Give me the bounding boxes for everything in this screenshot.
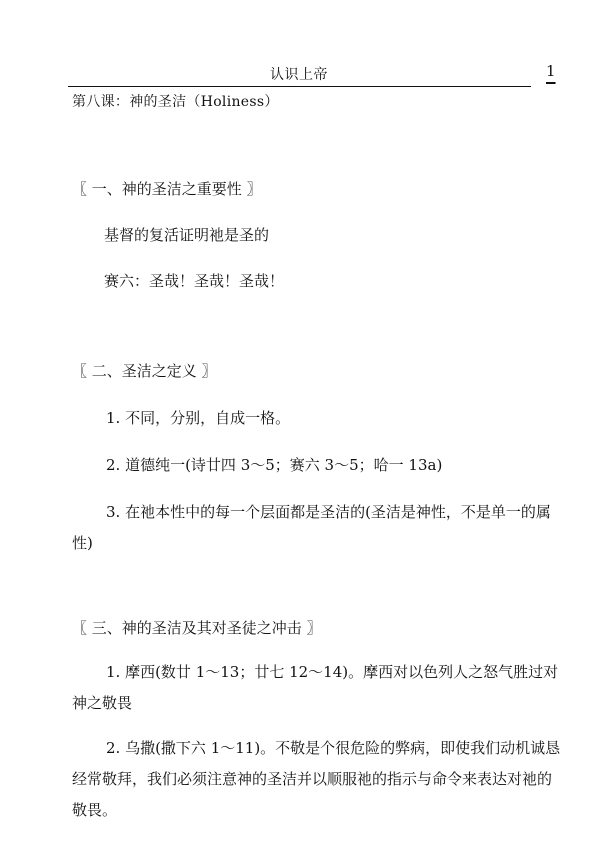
impact-item-moses: 1. 摩西(数廿 1～13；廿七 12～14)。摩西对以色列人之怒气胜过对神之敬畏	[72, 663, 559, 712]
paragraph-isaiah-six: 赛六：圣哉！圣哉！圣哉！	[104, 272, 285, 290]
paragraph-resurrection: 基督的复活证明祂是圣的	[104, 226, 270, 244]
definition-item-3: 3. 在祂本性中的每一个层面都是圣洁的(圣洁是神性，不是单一的属性)	[72, 503, 551, 552]
section-heading-definition: 〖 二、圣洁之定义 〗	[72, 362, 217, 380]
definition-item-1: 1. 不同，分别，自成一格。	[106, 409, 291, 427]
section-heading-impact: 〖 三、神的圣洁及其对圣徒之冲击 〗	[72, 619, 322, 637]
section-heading-importance: 〖 一、神的圣洁之重要性 〗	[72, 180, 262, 198]
impact-item-uzzah: 2. 乌撒(撒下六 1～11)。不敬是个很危险的弊病，即使我们动机诚恳经常敬拜，我们必须注意神的圣洁并以顺服祂的指示与命令来表达对祂的敬畏。	[72, 739, 561, 819]
header-title: 认识上帝	[270, 67, 328, 83]
lesson-title: 第八课：神的圣洁（Holiness）	[72, 94, 279, 110]
header-rule	[68, 86, 531, 87]
page-number: 1	[546, 62, 556, 80]
definition-item-2: 2. 道德纯一(诗廿四 3～5；赛六 3～5；哈一 13a)	[106, 456, 443, 474]
